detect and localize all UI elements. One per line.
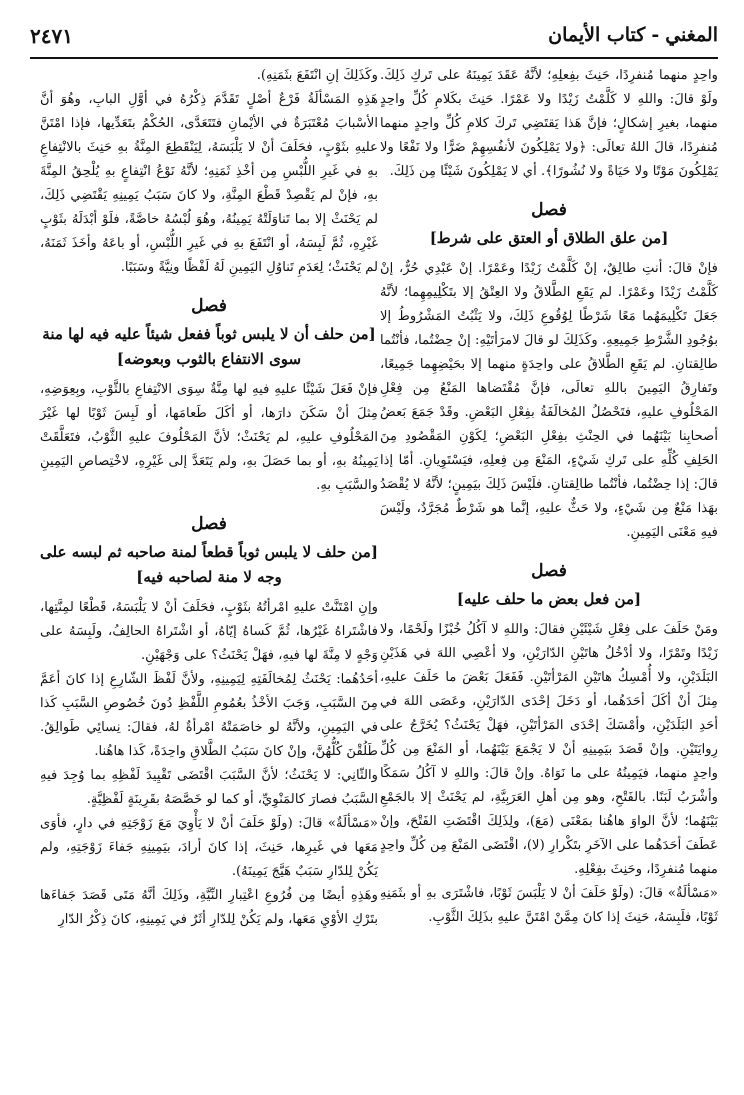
- page-header: [30, 22, 718, 52]
- paragraph: فإنْ فَعَلَ شَيْئًا عليهِ فيهِ لها مِنَّةٌ سِوَى الانْتِفاعِ بالثَّوْبِ، وبِعِوَضِهِ، مِثلَ أنْ سَكَنَ دارَها، أو أكَلَ طَعامَها، أو لَبِسَ ثَوْبًا لها غَيْرَ المَحْلُوفِ عليهِ، لم يَحْنَثْ؛ لأنَّ المَحْلُوفَ عليهِ الثَّوْبُ، فتَعَلَّقَتْ يَمِينُهُ بهِ، أو بما حَصَلَ بهِ، ولم يَتَعَدَّ إلى غَيْرِهِ، لاخْتِصاصِ اليَمِينِ والسَّبَبِ بهِ.: [40, 382, 378, 493]
- paragraph: والثّانِي: لا يَحْنَثُ؛ لأنَّ السَّبَبَ اقْتَضَى تَقْيِيدَ لَفْظِهِ بما وُجِدَ فيهِ السَّبَبُ فصارَ كالمَنْوِيِّ، أو كما لو خَصَّصَهُ بقَرِينَةٍ لَفْظِيَّةٍ.: [40, 768, 378, 807]
- paragraph: فإنْ قالَ: أنتِ طالِقٌ، إنْ كَلَّمْتُ زَيْدًا وعَمْرًا. إنْ عَبْدِي حُرٌّ، إنْ كَلَّمْتُ زَيْدًا وعَمْرًا. لم يَقَعِ الطَّلاقُ ولا العِتْقُ إلا بتَكْلِيمِهِما؛ لأنَّهُ جَعَلَ تَكْلِيمَهُما مَعًا شَرْطًا لِوُقُوعِ ذَلِكَ، ولا يَثْبُتُ المَشْرُوطُ إلا بوُجُودِ الشَّرْطِ جَمِيعِهِ. وكَذَلِكَ لو قالَ لامرَأتَيْهِ: إنْ حِضْتُما، فأنْتُما طالِقتانِ. لم يَقَعِ الطَّلاقُ على واحِدَةٍ منهما إلا بحَيْضِهِما جَمِيعًا، وتَفارِقُ اليَمِينَ باللهِ تعالَى، فإنَّ مُقْتَضاها المَنْعُ مِن فِعْلِ المَحْلُوفِ عليهِ، فتَحْصُلُ المُخالَفَةُ بفِعْلِ البَعْضِ. وقَدْ جَمَعَ بَعضُ أصحابِنا بَيْنَهُما في الحِنْثِ بفِعْلِ البَعْضِ؛ لِكَوْنِ المَقْصُودِ مِنَ الحَلِفِ كُلِّهِ على تَركِ شَيْءٍ، المَنْعَ مِن فِعلِهِ، فيَسْتَوِيانِ. أمّا إذا قالَ: إذا حِضْتُما، فأنْتُما طالِقتانِ. فلَيْسَ ذَلِكَ بيَمِينٍ؛ لأنَّهُ لا يُقْصَدُ بهَذا مَنْعٌ مِن شَيْءٍ، ولا حَثٌّ عليهِ، إنَّما هو شَرْطٌ مُجَرَّدٌ، ولَيْسَ فيهِ مَعْنَى اليَمِينِ.: [380, 261, 718, 540]
- section-title: [من علق الطلاق أو العتق على شرط]: [429, 229, 669, 247]
- title-separator: -: [651, 24, 660, 46]
- header-rule: [30, 57, 718, 59]
- paragraph: وهَذِهِ أيضًا مِن فُرُوعِ اعْتِبارِ النِّيَّةِ، وذَلِكَ أنَّهُ مَتَى قَصَدَ جَفاءَها بتَرْكِ الأوْيِ مَعَها، ولم يَكُنْ لِلدّارِ أثَرٌ في يَمِينِهِ، كانَ ذِكْرُ الدّارِ: [40, 888, 378, 927]
- section-title: [من حلف أن لا يلبس ثوباً ففعل شيئاً عليه فيه لها منة سوى الانتفاع بالثوب وبعوضه]: [42, 325, 376, 368]
- right-column: [380, 64, 718, 930]
- section-heading: فصل: [531, 200, 567, 220]
- section-title: [من حلف لا يلبس ثوباً قطعاً لمنة صاحبه ثم لبسه على وجه لا منة لصاحبه فيه]: [40, 543, 378, 586]
- paragraph: هَذِهِ المَسْألَةُ فَرْعٌ أصْلٍ تَقَدَّمَ ذِكْرُهُ في أوَّلِ البابِ، وهُوَ أنَّ الأسْبابَ مُعْتَبَرَةٌ في الأيْمانِ فتَتَعَدَّى، الحُكْمُ بتَعَدِّيها، فإذا امْتَنَّ عليهِ بثَوْبٍ، فحَلَفَ أنْ لا يَلْبَسَهُ، لِيَنْقَطِعَ المِنَّةُ بهِ حَنِثَ بالانْتِفاعِ بهِ في غَيرِ اللُّبْسِ مِن أخْذِ ثَمَنِهِ؛ لأنَّهُ نَوْعُ انْتِفاعٍ بهِ يُلْحِقُ المِنَّةَ بهِ، فإنْ لم يَقْصِدْ قَطْعَ المِنَّةِ، ولا كانَ سَبَبُ يَمِينِهِ يَقْتَضِي ذَلِكَ، لم يَحْنَثْ إلا بما تَناوَلَتْهُ يَمِينُهُ، وهُوَ لُبْسُهُ خاصَّةً، فلَوْ أبْدَلَهُ بثَوْبٍ غَيْرِهِ، ثُمَّ لَبِسَهُ، أو انْتَفَعَ بهِ في غَيرِ اللُّبْسِ، أو باعَهُ وأخَذَ ثَمَنَهُ، لم يَحْنَثْ؛ لِعَدَمِ تَناوُلِ اليَمِينِ لَهُ لَفْظًا ونِيَّةً وسَبَبًا.: [40, 92, 378, 275]
- section-heading: فصل: [531, 561, 567, 581]
- section-title: [من فعل بعض ما حلف عليه]: [456, 590, 642, 608]
- paragraph: ومَنْ حَلَفَ على فِعْلِ شَيْئَيْنِ فقالَ: واللهِ لا آكُلُ خُبْزًا ولَحْمًا، ولا زَيْدًا وتَمْرًا، ولا أدْخُلُ هاتَيْنِ الدّارَيْنِ، ولا أعْصِي اللهَ في هَذَيْنِ البَلَدَيْنِ، ولا أُمْسِكُ هاتَيْنِ المَرْأتَيْنِ. فَفَعَلَ بَعْضَ ما حَلَفَ عليهِ، مِثلَ أنْ أكَلَ أحَدَهُما، أو دَخَلَ إحْدَى الدّارَيْنِ، وعَصَى اللهَ في أحَدِ البَلَدَيْنِ، وأمْسَكَ إحْدَى المَرْأتَيْنِ، فهَلْ يَحْنَثُ؟ يُخَرَّجُ على رِوايَتَيْنِ. وإنْ قَصَدَ بيَمِينِهِ أنْ لا يَجْمَعَ بَيْنَهُما، أو المَنْعَ مِن كُلِّ واحِدٍ منهما، فيَمِينُهُ على ما نَوَاهُ. وإنْ قالَ: واللهِ لا آكُلُ سَمَكًا وأشْرَبُ لَبَنًا. بالفَتْحِ، وهو مِن أهلِ العَرَبِيَّةِ، لم يَحْنَثْ إلا بالجَمْعِ بَيْنَهُما؛ لأنَّ الواوَ هاهُنا بمَعْنَى (مَعَ)، ولِذَلِكَ اقْتَضَتِ الفَتْحَ، وإنْ عَطَفَ أحَدَهُما على الآخَرِ بتَكْرارِ (لا)، اقْتَضَى المَنْعَ مِن كُلِّ واحِدٍ منهما مُنفرِدًا، وحَنِثَ بفِعْلِهِ.: [380, 622, 718, 877]
- paragraph: أحَدُهُما: يَحْنَثُ لِمُخالَفَتِهِ لِيَمِينِهِ، ولأنَّ لَفْظَ الشّارِعِ إذا كانَ أعَمَّ مِنَ السَّبَبِ، وَجَبَ الأخْذُ بعُمُومِ اللَّفْظِ دُونَ خُصُوصِ السَّبَبِ كَذا في اليَمِينِ، ولأنَّهُ لو خاصَمَتْهُ امْرأةٌ لهُ، فقالَ: نِسائِي طَوالِقُ. طَلُقْنَ كُلُّهُنَّ، وإنْ كانَ سَبَبُ الطَّلاقِ واحِدَةً، كَذا هاهُنا.: [40, 672, 378, 759]
- chapter-title: كتاب الأيمان: [548, 24, 646, 46]
- page-number: ٢٤٧١: [30, 24, 73, 48]
- paragraph: واحِدٍ منهما مُنفرِدًا، حَنِثَ بفِعلِهِ؛ لأنَّهُ عَقَدَ يَمِينَهُ على تَركِ ذَلِكَ. ولَوْ قالَ: واللهِ لا كَلَّمْتُ زَيْدًا ولا عَمْرًا. حَنِثَ بكَلامِ كُلِّ واحِدٍ منهما، بغيرِ إشكالٍ؛ فإنَّ هَذا يَقتَضِي تَركَ كلامِ كُلِّ واحِدٍ منهما مُنفرِدًا، قالَ اللهُ تعالَى: ﴿ولا يَمْلِكُونَ لأنفُسِهِمْ ضَرًّا ولا نَفْعًا ولا يَمْلِكُونَ مَوْتًا ولا حَيَاةً ولا نُشُورًا﴾. أي لا يَمْلِكُونَ شَيْئًا مِن ذَلِكَ.: [380, 68, 718, 179]
- paragraph: «مَسْألَةٌ» قالَ: (ولَوْ حَلَفَ أنْ لا يَلْبَسَ ثَوْبًا، فاشْتَرَى بهِ أو بثَمَنِهِ ثَوْبًا، فلَبِسَهُ، حَنِثَ إذا كانَ مِمَّنْ امْتَنَّ عليهِ بذَلِكَ الثَّوْبِ.: [380, 886, 718, 925]
- section-heading: فصل: [191, 514, 227, 534]
- paragraph: وكَذَلِكَ إنِ انْتَفَعَ بثَمَنِهِ).: [256, 68, 378, 83]
- left-column: [40, 64, 378, 932]
- book-title: المغني: [665, 24, 718, 46]
- paragraph: «مَسْألَةٌ» قالَ: (ولَوْ حَلَفَ أنْ لا يَأْوِيَ مَعَ زَوْجَتِهِ في دارٍ، فأوَى مَعَها في غَيرِها، حَنِثَ، إذا كانَ أرادَ، بيَمِينِهِ جَفاءَ زَوْجَتِهِ، ولم يَكُنْ لِلدّارِ سَبَبٌ هَيَّجَ يَمِينَهُ).: [40, 816, 378, 879]
- paragraph: وإنِ امْتَنَّتْ عليهِ امْرأتُهُ بثَوْبٍ، فحَلَفَ أنْ لا يَلْبَسَهُ، قَطْعًا لمِنَّتِها، فاشْتَراهُ غَيْرُها، ثُمَّ كَساهُ إيّاهُ، أو اشْتَراهُ الحالِفُ، ولَبِسَهُ على وَجْهٍ لا مِنَّةَ لها فيهِ، فهَلْ يَحْنَثُ؟ على وَجْهَيْنِ.: [40, 600, 378, 663]
- section-heading: فصل: [191, 296, 227, 316]
- running-title: [548, 24, 718, 46]
